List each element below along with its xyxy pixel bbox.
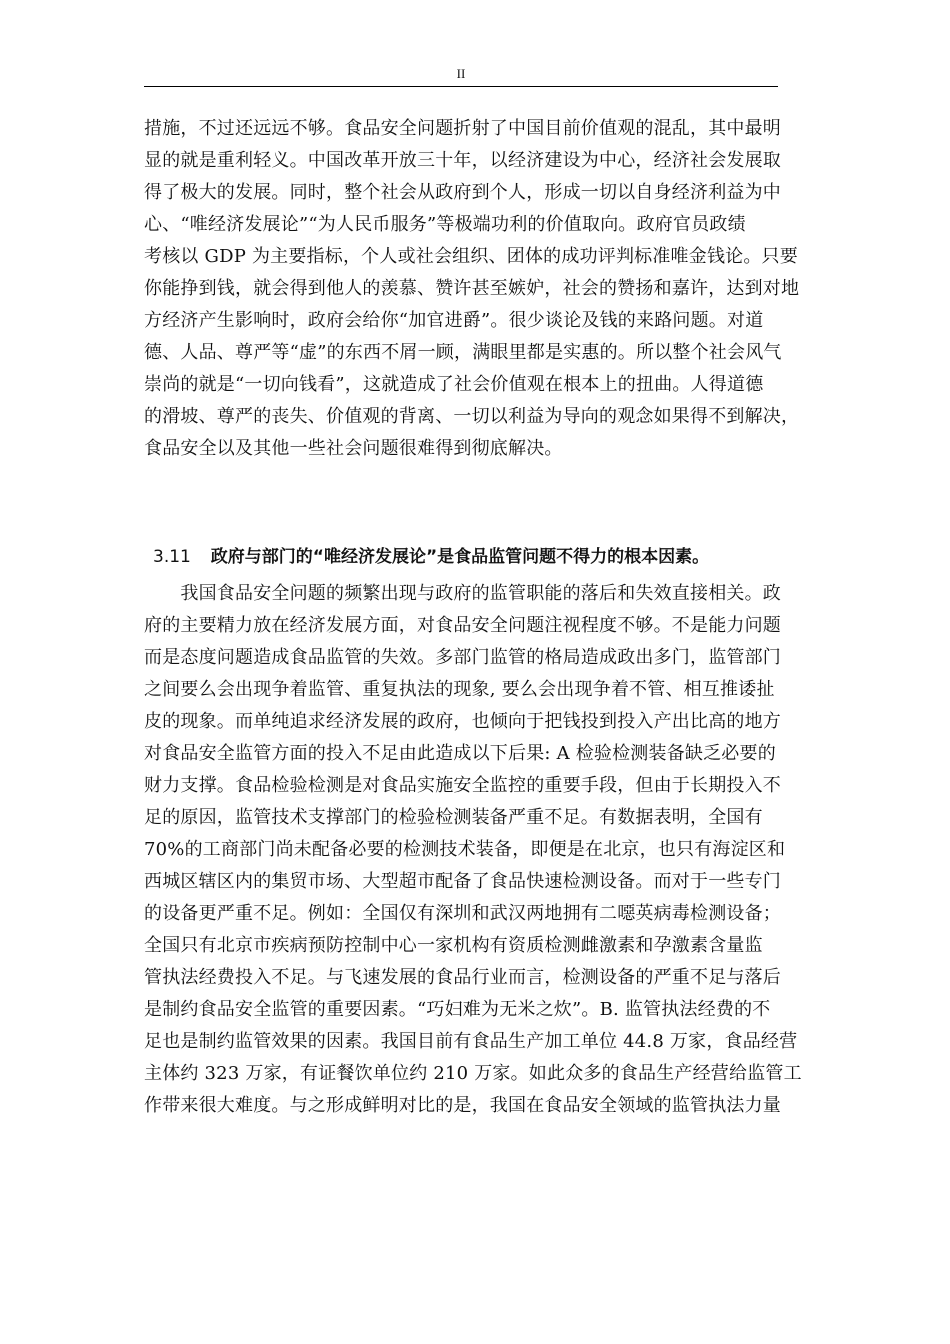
text-line: 皮的现象。而单纯追求经济发展的政府，也倾向于把钱投到投入产出比高的地方 [144, 711, 781, 732]
text-line: 主体约 323 万家，有证餐饮单位约 210 万家。如此众多的食品生产经营给监管工 [144, 1063, 802, 1084]
text-line: 之间要么会出现争着监管、重复执法的现象, 要么会出现争着不管、相互推诿扯 [144, 679, 775, 700]
section-title: 政府与部门的“唯经济发展论”是食品监管问题不得力的根本因素。 [210, 547, 710, 567]
text-line: 对食品安全监管方面的投入不足由此造成以下后果: A 检验检测装备缺乏必要的 [144, 743, 776, 764]
text-line: 足的原因，监管技术支撑部门的检验检测装备严重不足。有数据表明，全国有 [144, 807, 763, 828]
text-line: 心、“唯经济发展论”“为人民币服务”等极端功利的价值取向。政府官员政绩 [144, 214, 746, 235]
text-line: 得了极大的发展。同时，整个社会从政府到个人，形成一切以自身经济利益为中 [144, 182, 781, 203]
text-line: 的设备更严重不足。例如：全国仅有深圳和武汉两地拥有二噁英病毒检测设备； [144, 903, 781, 924]
text-line: 措施，不过还远远不够。食品安全问题折射了中国目前价值观的混乱，其中最明 [144, 118, 781, 139]
text-line: 而是态度问题造成食品监管的失效。多部门监管的格局造成政出多门，监管部门 [144, 647, 781, 668]
text-line: 崇尚的就是“一切向钱看”，这就造成了社会价值观在根本上的扭曲。人得道德 [144, 374, 764, 395]
page-header [144, 66, 778, 87]
text-line: 作带来很大难度。与之形成鲜明对比的是，我国在食品安全领域的监管执法力量 [144, 1095, 781, 1116]
text-line: 西城区辖区内的集贸市场、大型超市配备了食品快速检测设备。而对于一些专门 [144, 871, 781, 892]
text-line: 足也是制约监管效果的因素。我国目前有食品生产加工单位 44.8 万家，食品经营 [144, 1031, 798, 1052]
section-heading [153, 543, 709, 571]
text-line: 你能挣到钱，就会得到他人的羡慕、赞许甚至嫉妒，社会的赞扬和嘉许，达到对地 [144, 278, 800, 299]
text-line: 考核以 GDP 为主要指标，个人或社会组织、团体的成功评判标准唯金钱论。只要 [144, 246, 798, 267]
text-line: 70%的工商部门尚未配备必要的检测技术装备，即便是在北京，也只有海淀区和 [144, 839, 786, 860]
text-line: 管执法经费投入不足。与飞速发展的食品行业而言，检测设备的严重不足与落后 [144, 967, 781, 988]
section-number: 3.11 [153, 547, 191, 567]
text-line: 的滑坡、尊严的丧失、价值观的背离、一切以利益为导向的观念如果得不到解决， [144, 406, 800, 427]
text-line: 食品安全以及其他一些社会问题很难得到彻底解决。 [144, 438, 563, 459]
text-line: 方经济产生影响时，政府会给你“加官进爵”。很少谈论及钱的来路问题。对道 [144, 310, 764, 331]
page-number: II [456, 66, 466, 81]
paragraph-1 [144, 113, 806, 465]
text-line: 我国食品安全问题的频繁出现与政府的监管职能的落后和失效直接相关。政 [144, 583, 781, 604]
text-line: 财力支撑。食品检验检测是对食品实施安全监控的重要手段，但由于长期投入不 [144, 775, 781, 796]
text-line: 全国只有北京市疾病预防控制中心一家机构有资质检测雌激素和孕激素含量监 [144, 935, 763, 956]
text-line: 是制约食品安全监管的重要因素。“巧妇难为无米之炊”。B. 监管执法经费的不 [144, 999, 771, 1020]
paragraph-2 [144, 578, 806, 1122]
text-line: 显的就是重利轻义。中国改革开放三十年，以经济建设为中心，经济社会发展取 [144, 150, 781, 171]
text-line: 德、人品、尊严等“虚”的东西不屑一顾，满眼里都是实惠的。所以整个社会风气 [144, 342, 782, 363]
text-line: 府的主要精力放在经济发展方面，对食品安全问题注视程度不够。不是能力问题 [144, 615, 781, 636]
